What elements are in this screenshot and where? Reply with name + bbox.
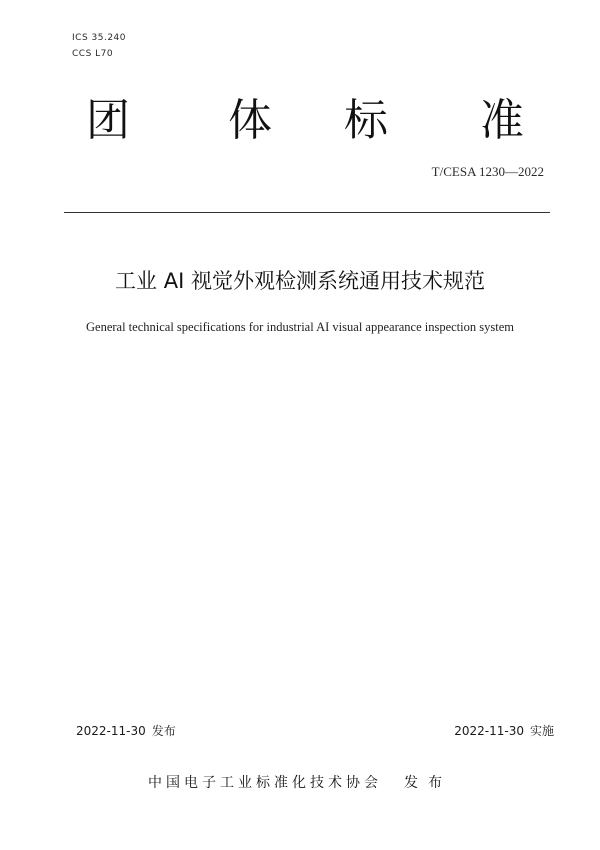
publisher-action: 发布: [404, 775, 452, 791]
issue-label: 发布: [151, 724, 176, 738]
issue-date: 2022-11-30: [76, 724, 146, 738]
title-chinese: 工业 AI 视觉外观检测系统通用技术规范: [115, 269, 485, 293]
implement-date-block: [454, 722, 554, 739]
header-divider: [64, 212, 550, 213]
standard-number: T/CESA 1230—2022: [431, 164, 544, 179]
title-english: General technical specifications for industrial AI visual appearance inspection system: [86, 320, 514, 334]
standard-type-char-1: 团: [86, 95, 130, 146]
issue-date-block: [76, 722, 176, 739]
implement-date: 2022-11-30: [454, 724, 524, 738]
standard-type-char-4: 准: [480, 95, 524, 146]
ics-code: ICS 35.240: [72, 33, 127, 43]
publisher-organization: 中国电子工业标准化技术协会: [148, 775, 382, 791]
standard-type-char-2: 体: [228, 95, 272, 146]
classification-codes: [72, 30, 126, 62]
implement-label: 实施: [529, 724, 554, 738]
standard-type-heading: [80, 92, 550, 150]
ccs-code: CCS L70: [72, 49, 114, 59]
standard-type-char-3: 标: [344, 95, 388, 146]
publisher-line: [0, 772, 600, 792]
